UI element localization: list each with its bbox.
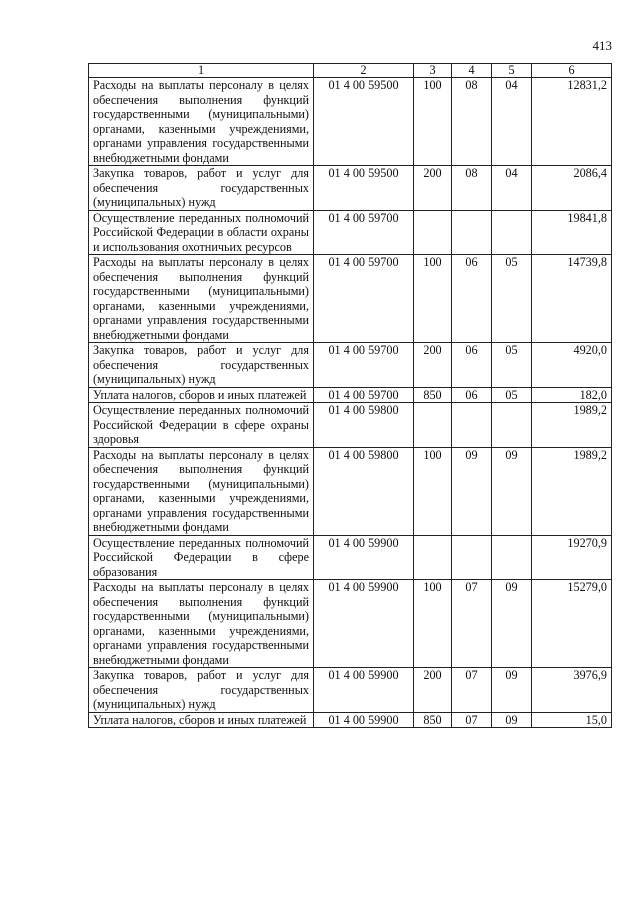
amount-cell: 1989,2 <box>532 447 612 535</box>
target-code-cell: 01 4 00 59500 <box>314 166 414 211</box>
target-code-cell: 01 4 00 59700 <box>314 255 414 343</box>
header-row <box>89 64 612 78</box>
table-row <box>89 447 612 535</box>
target-code-cell: 01 4 00 59700 <box>314 343 414 388</box>
column-header: 3 <box>414 64 452 78</box>
subsection-cell <box>492 403 532 448</box>
expense-name-cell: Осуществление переданных полномочий Российской Федерации в сфере охраны здоровья <box>89 403 314 448</box>
expense-type-cell: 200 <box>414 668 452 713</box>
expense-name-cell: Осуществление переданных полномочий Российской Федерации в области охраны и использования охотничьих ресурсов <box>89 210 314 255</box>
expense-name-cell: Закупка товаров, работ и услуг для обеспечения государственных (муниципальных) нужд <box>89 668 314 713</box>
table-row <box>89 668 612 713</box>
column-header: 2 <box>314 64 414 78</box>
subsection-cell: 04 <box>492 166 532 211</box>
expense-name-cell: Закупка товаров, работ и услуг для обеспечения государственных (муниципальных) нужд <box>89 166 314 211</box>
amount-cell: 19841,8 <box>532 210 612 255</box>
expense-type-cell: 850 <box>414 712 452 728</box>
target-code-cell: 01 4 00 59800 <box>314 447 414 535</box>
section-cell: 09 <box>452 447 492 535</box>
target-code-cell: 01 4 00 59800 <box>314 403 414 448</box>
amount-cell: 14739,8 <box>532 255 612 343</box>
expense-name-cell: Расходы на выплаты персоналу в целях обеспечения выполнения функций государственными (муниципальными) органами, казенными учреждениями, органами управления государственными внебюджетными фондами <box>89 78 314 166</box>
expense-type-cell: 850 <box>414 387 452 403</box>
section-cell: 08 <box>452 78 492 166</box>
target-code-cell: 01 4 00 59700 <box>314 387 414 403</box>
expense-type-cell: 100 <box>414 447 452 535</box>
expense-type-cell <box>414 535 452 580</box>
expense-name-cell: Расходы на выплаты персоналу в целях обеспечения выполнения функций государственными (муниципальными) органами, казенными учреждениями, органами управления государственными внебюджетными фондами <box>89 580 314 668</box>
table-row <box>89 580 612 668</box>
expense-type-cell: 100 <box>414 78 452 166</box>
subsection-cell <box>492 535 532 580</box>
expense-name-cell: Закупка товаров, работ и услуг для обеспечения государственных (муниципальных) нужд <box>89 343 314 388</box>
subsection-cell: 05 <box>492 343 532 388</box>
amount-cell: 182,0 <box>532 387 612 403</box>
amount-cell: 1989,2 <box>532 403 612 448</box>
expense-name-cell: Уплата налогов, сборов и иных платежей <box>89 712 314 728</box>
expense-type-cell <box>414 403 452 448</box>
amount-cell: 2086,4 <box>532 166 612 211</box>
amount-cell: 4920,0 <box>532 343 612 388</box>
target-code-cell: 01 4 00 59900 <box>314 580 414 668</box>
subsection-cell: 09 <box>492 580 532 668</box>
table-row <box>89 255 612 343</box>
expense-name-cell: Уплата налогов, сборов и иных платежей <box>89 387 314 403</box>
subsection-cell <box>492 210 532 255</box>
amount-cell: 12831,2 <box>532 78 612 166</box>
table-row <box>89 78 612 166</box>
amount-cell: 19270,9 <box>532 535 612 580</box>
expense-name-cell: Расходы на выплаты персоналу в целях обеспечения выполнения функций государственными (муниципальными) органами, казенными учреждениями, органами управления государственными внебюджетными фондами <box>89 255 314 343</box>
column-header: 4 <box>452 64 492 78</box>
budget-table <box>88 63 612 728</box>
amount-cell: 3976,9 <box>532 668 612 713</box>
target-code-cell: 01 4 00 59900 <box>314 712 414 728</box>
expense-name-cell: Расходы на выплаты персоналу в целях обеспечения выполнения функций государственными (муниципальными) органами, казенными учреждениями, органами управления государственными внебюджетными фондами <box>89 447 314 535</box>
table-row <box>89 403 612 448</box>
section-cell: 07 <box>452 668 492 713</box>
section-cell <box>452 210 492 255</box>
expense-type-cell: 200 <box>414 166 452 211</box>
table-row <box>89 712 612 728</box>
section-cell: 06 <box>452 255 492 343</box>
section-cell <box>452 403 492 448</box>
expense-type-cell: 200 <box>414 343 452 388</box>
column-header: 1 <box>89 64 314 78</box>
table-body <box>89 78 612 728</box>
amount-cell: 15279,0 <box>532 580 612 668</box>
column-header: 5 <box>492 64 532 78</box>
subsection-cell: 09 <box>492 668 532 713</box>
section-cell: 07 <box>452 712 492 728</box>
target-code-cell: 01 4 00 59900 <box>314 668 414 713</box>
target-code-cell: 01 4 00 59700 <box>314 210 414 255</box>
column-header: 6 <box>532 64 612 78</box>
section-cell: 07 <box>452 580 492 668</box>
subsection-cell: 04 <box>492 78 532 166</box>
subsection-cell: 05 <box>492 387 532 403</box>
expense-type-cell: 100 <box>414 580 452 668</box>
amount-cell: 15,0 <box>532 712 612 728</box>
target-code-cell: 01 4 00 59900 <box>314 535 414 580</box>
section-cell: 08 <box>452 166 492 211</box>
expense-type-cell <box>414 210 452 255</box>
table-row <box>89 166 612 211</box>
section-cell <box>452 535 492 580</box>
expense-type-cell: 100 <box>414 255 452 343</box>
table-row <box>89 535 612 580</box>
subsection-cell: 09 <box>492 447 532 535</box>
expense-name-cell: Осуществление переданных полномочий Российской Федерации в сфере образования <box>89 535 314 580</box>
page-number: 413 <box>592 38 612 53</box>
section-cell: 06 <box>452 387 492 403</box>
table-row <box>89 343 612 388</box>
table-row <box>89 387 612 403</box>
section-cell: 06 <box>452 343 492 388</box>
subsection-cell: 09 <box>492 712 532 728</box>
target-code-cell: 01 4 00 59500 <box>314 78 414 166</box>
subsection-cell: 05 <box>492 255 532 343</box>
table-row <box>89 210 612 255</box>
